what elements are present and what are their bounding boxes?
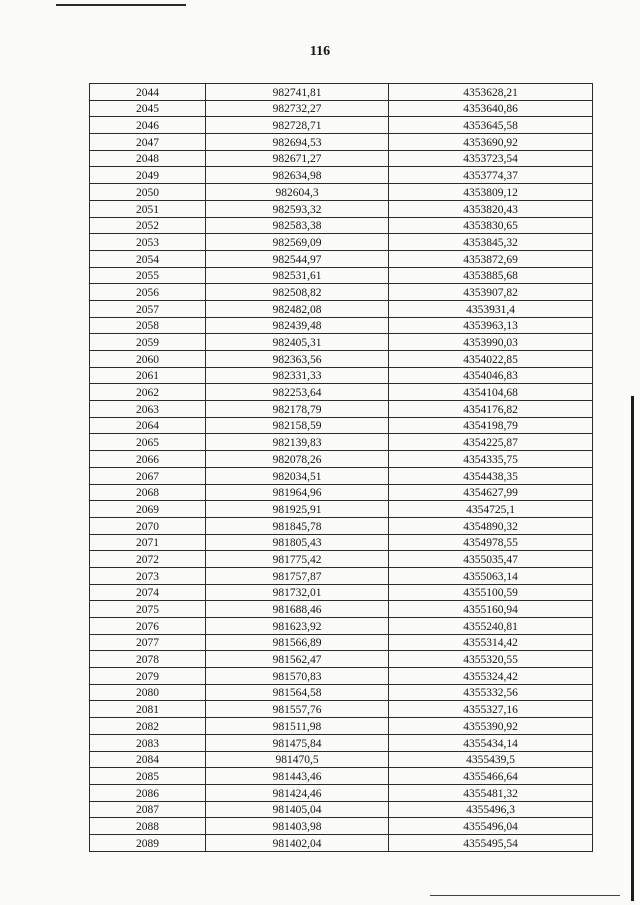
x-coordinate-cell: 982531,61 xyxy=(206,267,389,284)
table-row xyxy=(90,701,593,718)
y-coordinate-cell: 4355434,14 xyxy=(389,734,593,751)
table-row xyxy=(90,401,593,418)
coordinates-table xyxy=(89,83,593,852)
point-number-cell: 2080 xyxy=(90,684,206,701)
x-coordinate-cell: 981566,89 xyxy=(206,634,389,651)
point-number-cell: 2073 xyxy=(90,567,206,584)
x-coordinate-cell: 981511,98 xyxy=(206,718,389,735)
table-row xyxy=(90,784,593,801)
point-number-cell: 2086 xyxy=(90,784,206,801)
y-coordinate-cell: 4354046,83 xyxy=(389,367,593,384)
table-row xyxy=(90,634,593,651)
point-number-cell: 2055 xyxy=(90,267,206,284)
table-row xyxy=(90,651,593,668)
x-coordinate-cell: 982634,98 xyxy=(206,167,389,184)
x-coordinate-cell: 981564,58 xyxy=(206,684,389,701)
table-row xyxy=(90,100,593,117)
x-coordinate-cell: 982363,56 xyxy=(206,351,389,368)
y-coordinate-cell: 4355439,5 xyxy=(389,751,593,768)
y-coordinate-cell: 4355466,64 xyxy=(389,768,593,785)
y-coordinate-cell: 4355320,55 xyxy=(389,651,593,668)
y-coordinate-cell: 4355481,32 xyxy=(389,784,593,801)
point-number-cell: 2070 xyxy=(90,517,206,534)
y-coordinate-cell: 4354335,75 xyxy=(389,451,593,468)
point-number-cell: 2058 xyxy=(90,317,206,334)
point-number-cell: 2076 xyxy=(90,618,206,635)
y-coordinate-cell: 4353628,21 xyxy=(389,84,593,101)
x-coordinate-cell: 981443,46 xyxy=(206,768,389,785)
table-row xyxy=(90,284,593,301)
x-coordinate-cell: 982405,31 xyxy=(206,334,389,351)
x-coordinate-cell: 982741,81 xyxy=(206,84,389,101)
point-number-cell: 2083 xyxy=(90,734,206,751)
point-number-cell: 2067 xyxy=(90,467,206,484)
x-coordinate-cell: 981402,04 xyxy=(206,834,389,851)
x-coordinate-cell: 981845,78 xyxy=(206,517,389,534)
x-coordinate-cell: 981403,98 xyxy=(206,818,389,835)
point-number-cell: 2060 xyxy=(90,351,206,368)
x-coordinate-cell: 982178,79 xyxy=(206,401,389,418)
y-coordinate-cell: 4353774,37 xyxy=(389,167,593,184)
y-coordinate-cell: 4353990,03 xyxy=(389,334,593,351)
point-number-cell: 2082 xyxy=(90,718,206,735)
point-number-cell: 2072 xyxy=(90,551,206,568)
coordinates-table-body xyxy=(90,84,593,852)
y-coordinate-cell: 4353931,4 xyxy=(389,300,593,317)
point-number-cell: 2056 xyxy=(90,284,206,301)
point-number-cell: 2071 xyxy=(90,534,206,551)
y-coordinate-cell: 4353872,69 xyxy=(389,250,593,267)
x-coordinate-cell: 981557,76 xyxy=(206,701,389,718)
table-row xyxy=(90,84,593,101)
point-number-cell: 2066 xyxy=(90,451,206,468)
y-coordinate-cell: 4355496,3 xyxy=(389,801,593,818)
point-number-cell: 2063 xyxy=(90,401,206,418)
point-number-cell: 2068 xyxy=(90,484,206,501)
x-coordinate-cell: 982671,27 xyxy=(206,150,389,167)
y-coordinate-cell: 4353845,32 xyxy=(389,234,593,251)
table-row xyxy=(90,567,593,584)
point-number-cell: 2053 xyxy=(90,234,206,251)
y-coordinate-cell: 4354176,82 xyxy=(389,401,593,418)
x-coordinate-cell: 982593,32 xyxy=(206,200,389,217)
x-coordinate-cell: 982728,71 xyxy=(206,117,389,134)
point-number-cell: 2065 xyxy=(90,434,206,451)
point-number-cell: 2088 xyxy=(90,818,206,835)
table-row xyxy=(90,317,593,334)
table-row xyxy=(90,267,593,284)
x-coordinate-cell: 982253,64 xyxy=(206,384,389,401)
x-coordinate-cell: 982732,27 xyxy=(206,100,389,117)
y-coordinate-cell: 4353963,13 xyxy=(389,317,593,334)
scan-edge-line-bottom xyxy=(430,895,620,896)
y-coordinate-cell: 4353723,54 xyxy=(389,150,593,167)
table-row xyxy=(90,467,593,484)
y-coordinate-cell: 4354198,79 xyxy=(389,417,593,434)
table-row xyxy=(90,250,593,267)
table-row xyxy=(90,217,593,234)
y-coordinate-cell: 4355100,59 xyxy=(389,584,593,601)
y-coordinate-cell: 4355324,42 xyxy=(389,668,593,685)
table-row xyxy=(90,117,593,134)
point-number-cell: 2047 xyxy=(90,134,206,151)
table-row xyxy=(90,417,593,434)
x-coordinate-cell: 982583,38 xyxy=(206,217,389,234)
y-coordinate-cell: 4354104,68 xyxy=(389,384,593,401)
point-number-cell: 2049 xyxy=(90,167,206,184)
point-number-cell: 2061 xyxy=(90,367,206,384)
y-coordinate-cell: 4353820,43 xyxy=(389,200,593,217)
x-coordinate-cell: 982331,33 xyxy=(206,367,389,384)
point-number-cell: 2074 xyxy=(90,584,206,601)
y-coordinate-cell: 4355332,56 xyxy=(389,684,593,701)
y-coordinate-cell: 4353830,65 xyxy=(389,217,593,234)
x-coordinate-cell: 981732,01 xyxy=(206,584,389,601)
point-number-cell: 2084 xyxy=(90,751,206,768)
x-coordinate-cell: 981562,47 xyxy=(206,651,389,668)
table-row xyxy=(90,517,593,534)
y-coordinate-cell: 4353690,92 xyxy=(389,134,593,151)
y-coordinate-cell: 4355314,42 xyxy=(389,634,593,651)
table-row xyxy=(90,684,593,701)
point-number-cell: 2046 xyxy=(90,117,206,134)
y-coordinate-cell: 4355496,04 xyxy=(389,818,593,835)
table-row xyxy=(90,668,593,685)
point-number-cell: 2077 xyxy=(90,634,206,651)
point-number-cell: 2087 xyxy=(90,801,206,818)
x-coordinate-cell: 981405,04 xyxy=(206,801,389,818)
table-row xyxy=(90,434,593,451)
x-coordinate-cell: 982034,51 xyxy=(206,467,389,484)
y-coordinate-cell: 4354890,32 xyxy=(389,517,593,534)
point-number-cell: 2050 xyxy=(90,184,206,201)
x-coordinate-cell: 982158,59 xyxy=(206,417,389,434)
table-row xyxy=(90,200,593,217)
page-number: 116 xyxy=(309,44,331,59)
y-coordinate-cell: 4354978,55 xyxy=(389,534,593,551)
y-coordinate-cell: 4354225,87 xyxy=(389,434,593,451)
y-coordinate-cell: 4355240,81 xyxy=(389,618,593,635)
point-number-cell: 2075 xyxy=(90,601,206,618)
scan-edge-line-top xyxy=(56,4,186,6)
x-coordinate-cell: 981757,87 xyxy=(206,567,389,584)
table-row xyxy=(90,300,593,317)
x-coordinate-cell: 981570,83 xyxy=(206,668,389,685)
x-coordinate-cell: 981623,92 xyxy=(206,618,389,635)
point-number-cell: 2048 xyxy=(90,150,206,167)
point-number-cell: 2078 xyxy=(90,651,206,668)
point-number-cell: 2064 xyxy=(90,417,206,434)
x-coordinate-cell: 981424,46 xyxy=(206,784,389,801)
x-coordinate-cell: 982694,53 xyxy=(206,134,389,151)
x-coordinate-cell: 982439,48 xyxy=(206,317,389,334)
x-coordinate-cell: 981775,42 xyxy=(206,551,389,568)
y-coordinate-cell: 4354022,85 xyxy=(389,351,593,368)
table-row xyxy=(90,818,593,835)
x-coordinate-cell: 982604,3 xyxy=(206,184,389,201)
point-number-cell: 2085 xyxy=(90,768,206,785)
y-coordinate-cell: 4355495,54 xyxy=(389,834,593,851)
x-coordinate-cell: 982544,97 xyxy=(206,250,389,267)
point-number-cell: 2045 xyxy=(90,100,206,117)
x-coordinate-cell: 981925,91 xyxy=(206,501,389,518)
point-number-cell: 2059 xyxy=(90,334,206,351)
x-coordinate-cell: 981805,43 xyxy=(206,534,389,551)
y-coordinate-cell: 4355327,16 xyxy=(389,701,593,718)
table-row xyxy=(90,334,593,351)
point-number-cell: 2062 xyxy=(90,384,206,401)
x-coordinate-cell: 981470,5 xyxy=(206,751,389,768)
y-coordinate-cell: 4355035,47 xyxy=(389,551,593,568)
table-row xyxy=(90,384,593,401)
x-coordinate-cell: 981964,96 xyxy=(206,484,389,501)
point-number-cell: 2089 xyxy=(90,834,206,851)
table-row xyxy=(90,451,593,468)
table-row xyxy=(90,618,593,635)
x-coordinate-cell: 981475,84 xyxy=(206,734,389,751)
point-number-cell: 2079 xyxy=(90,668,206,685)
x-coordinate-cell: 982569,09 xyxy=(206,234,389,251)
table-row xyxy=(90,150,593,167)
table-row xyxy=(90,584,593,601)
y-coordinate-cell: 4353645,58 xyxy=(389,117,593,134)
point-number-cell: 2051 xyxy=(90,200,206,217)
y-coordinate-cell: 4354725,1 xyxy=(389,501,593,518)
table-row xyxy=(90,501,593,518)
table-row xyxy=(90,351,593,368)
y-coordinate-cell: 4353885,68 xyxy=(389,267,593,284)
x-coordinate-cell: 982508,82 xyxy=(206,284,389,301)
y-coordinate-cell: 4353640,86 xyxy=(389,100,593,117)
x-coordinate-cell: 981688,46 xyxy=(206,601,389,618)
table-row xyxy=(90,718,593,735)
table-row xyxy=(90,601,593,618)
y-coordinate-cell: 4353809,12 xyxy=(389,184,593,201)
y-coordinate-cell: 4354627,99 xyxy=(389,484,593,501)
y-coordinate-cell: 4353907,82 xyxy=(389,284,593,301)
point-number-cell: 2069 xyxy=(90,501,206,518)
point-number-cell: 2052 xyxy=(90,217,206,234)
point-number-cell: 2081 xyxy=(90,701,206,718)
table-row xyxy=(90,801,593,818)
point-number-cell: 2054 xyxy=(90,250,206,267)
y-coordinate-cell: 4354438,35 xyxy=(389,467,593,484)
table-row xyxy=(90,134,593,151)
table-row xyxy=(90,751,593,768)
table-row xyxy=(90,367,593,384)
table-row xyxy=(90,768,593,785)
point-number-cell: 2057 xyxy=(90,300,206,317)
table-row xyxy=(90,484,593,501)
table-row xyxy=(90,734,593,751)
x-coordinate-cell: 982139,83 xyxy=(206,434,389,451)
table-row xyxy=(90,184,593,201)
x-coordinate-cell: 982078,26 xyxy=(206,451,389,468)
scan-edge-line-right xyxy=(631,396,634,901)
table-row xyxy=(90,551,593,568)
x-coordinate-cell: 982482,08 xyxy=(206,300,389,317)
point-number-cell: 2044 xyxy=(90,84,206,101)
table-row xyxy=(90,534,593,551)
table-row xyxy=(90,834,593,851)
table-row xyxy=(90,234,593,251)
y-coordinate-cell: 4355063,14 xyxy=(389,567,593,584)
table-row xyxy=(90,167,593,184)
y-coordinate-cell: 4355390,92 xyxy=(389,718,593,735)
y-coordinate-cell: 4355160,94 xyxy=(389,601,593,618)
